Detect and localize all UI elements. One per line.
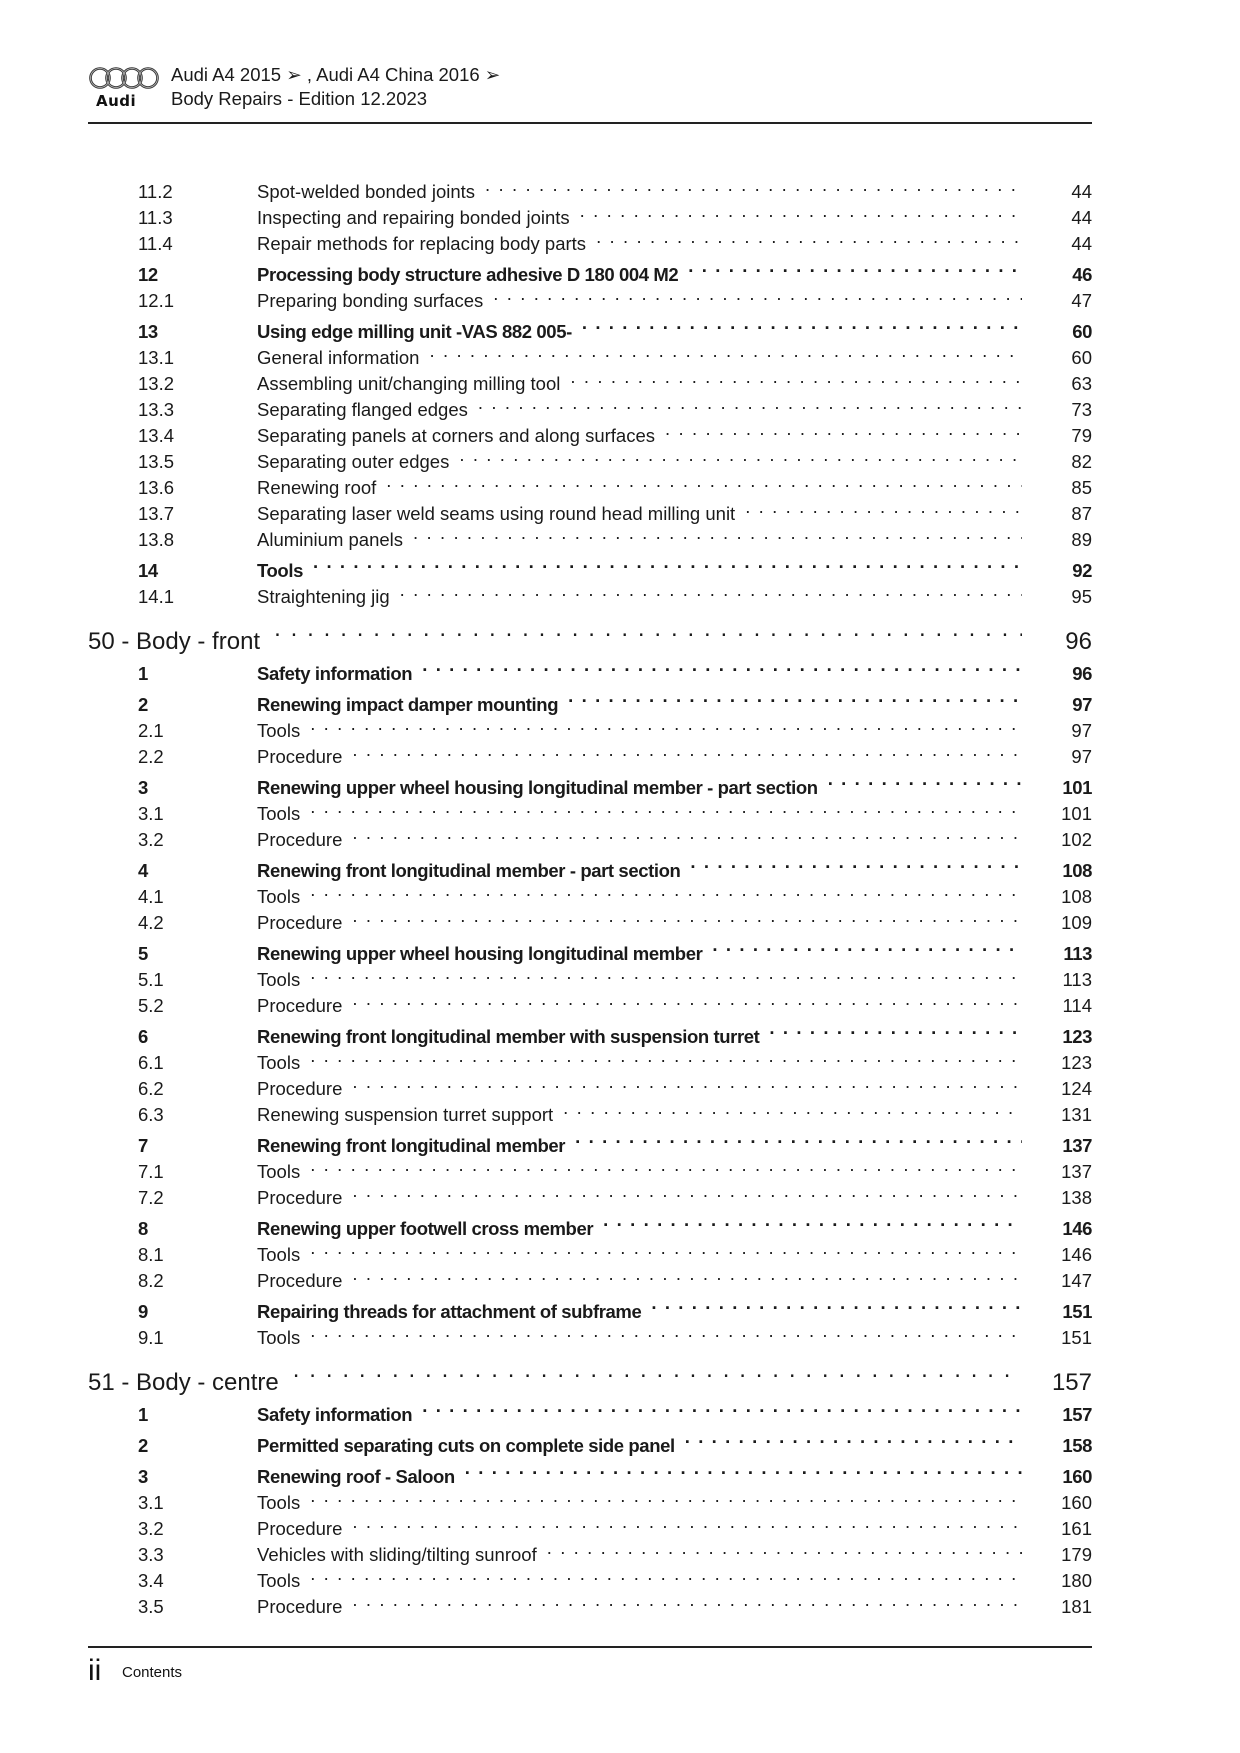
toc-entry-title: Repairing threads for attachment of subframe <box>257 1301 642 1322</box>
toc-entry-number: 3.2 <box>138 1518 164 1539</box>
toc-entry-title: Tools <box>257 969 301 990</box>
toc-entry-title: Repair methods for replacing body parts <box>257 233 587 254</box>
toc-entry-title: Procedure <box>257 1187 343 1208</box>
toc-entry-number: 13 <box>138 321 158 342</box>
toc-entry-page: 96 <box>1065 628 1092 655</box>
toc-entry-page: 181 <box>1061 1596 1092 1617</box>
toc-entry-number: 3.4 <box>138 1570 164 1591</box>
toc-entry-page: 92 <box>1072 560 1092 581</box>
toc-entry-title: Separating flanged edges <box>257 399 468 420</box>
toc-entry-number: 2.1 <box>138 720 164 741</box>
toc-entry-page: 137 <box>1061 1161 1092 1182</box>
dot-leader <box>769 1012 1022 1043</box>
toc-entry-page: 180 <box>1061 1570 1092 1591</box>
toc-entry-title: Procedure <box>257 1596 343 1617</box>
dot-leader <box>352 1261 1022 1287</box>
toc-section-entry[interactable] <box>88 307 1092 342</box>
toc-entry-title: Tools <box>257 1570 301 1591</box>
toc-entry-title: Procedure <box>257 1518 343 1539</box>
toc-subsection-entry[interactable] <box>88 198 1092 228</box>
dot-leader <box>310 794 1022 820</box>
toc-entry-page: 137 <box>1062 1135 1092 1156</box>
toc-entry-title: Procedure <box>257 1270 343 1291</box>
dot-leader <box>310 1561 1022 1587</box>
toc-entry-page: 97 <box>1072 694 1092 715</box>
toc-entry-page: 158 <box>1062 1435 1092 1456</box>
dot-leader <box>310 1043 1022 1069</box>
toc-entry-page: 87 <box>1071 503 1092 524</box>
toc-entry-page: 151 <box>1062 1301 1092 1322</box>
toc-entry-number: 3 <box>138 777 148 798</box>
dot-leader <box>310 1318 1022 1344</box>
toc-entry-title: General information <box>257 347 420 368</box>
toc-entry-title: Separating laser weld seams using round head milling unit <box>257 503 736 524</box>
toc-entry-title: Aluminium panels <box>257 529 404 550</box>
toc-entry-number: 12 <box>138 264 158 285</box>
toc-entry-number: 13.7 <box>138 503 175 524</box>
toc-section-entry[interactable] <box>88 929 1092 964</box>
toc-entry-title: Safety information <box>257 663 413 684</box>
dot-leader <box>352 1178 1022 1204</box>
toc-entry-number: 9.1 <box>138 1327 164 1348</box>
dot-leader <box>310 877 1022 903</box>
toc-subsection-entry[interactable] <box>88 1509 1092 1539</box>
toc-entry-page: 138 <box>1061 1187 1092 1208</box>
dot-leader <box>563 1095 1022 1121</box>
toc-entry-title: Procedure <box>257 746 343 767</box>
footer-section-label: Contents <box>122 1664 183 1681</box>
toc-entry-title: Renewing impact damper mounting <box>257 694 559 715</box>
toc-entry-page: 108 <box>1061 886 1092 907</box>
toc-entry-number: 3.2 <box>138 829 164 850</box>
toc-subsection-entry[interactable] <box>88 1587 1092 1617</box>
toc-section-entry[interactable] <box>88 1012 1092 1047</box>
toc-subsection-entry[interactable] <box>88 1069 1092 1099</box>
toc-subsection-entry[interactable] <box>88 468 1092 498</box>
toc-entry-title: Straightening jig <box>257 586 390 607</box>
toc-entry-page: 44 <box>1071 233 1092 254</box>
toc-entry-number: 7 <box>138 1135 148 1156</box>
toc-subsection-entry[interactable] <box>88 820 1092 850</box>
toc-entry-page: 123 <box>1061 1052 1092 1073</box>
toc-entry-number: 13.3 <box>138 399 175 420</box>
toc-entry-page: 101 <box>1062 777 1092 798</box>
dot-leader <box>386 468 1022 494</box>
toc-entry-title: Tools <box>257 886 301 907</box>
toc-entry-page: 157 <box>1062 1404 1092 1425</box>
toc-entry-number: 1 <box>138 663 148 684</box>
dot-leader <box>570 364 1022 390</box>
toc-entry-title: Tools <box>257 803 301 824</box>
toc-entry-title: Renewing front longitudinal member - part section <box>257 860 681 881</box>
dot-leader <box>310 1483 1022 1509</box>
toc-entry-number: 11.2 <box>138 181 173 202</box>
audi-logo <box>88 66 160 114</box>
toc-entry-title: Separating panels at corners and along surfaces <box>257 425 656 446</box>
toc-entry-page: 108 <box>1062 860 1092 881</box>
toc-entry-page: 79 <box>1071 425 1092 446</box>
dot-leader <box>413 520 1022 546</box>
dot-leader <box>575 1121 1022 1152</box>
toc-subsection-entry[interactable] <box>88 520 1092 550</box>
footer-divider <box>88 1646 1092 1648</box>
toc-entry-number: 3.5 <box>138 1596 164 1617</box>
toc-section-entry[interactable] <box>88 1390 1092 1425</box>
toc-entry-page: 147 <box>1061 1270 1092 1291</box>
toc-entry-number: 13.4 <box>138 425 175 446</box>
toc-entry-page: 146 <box>1061 1244 1092 1265</box>
dot-leader <box>422 649 1022 680</box>
toc-entry-page: 89 <box>1071 529 1092 550</box>
toc-subsection-entry[interactable] <box>88 1178 1092 1208</box>
toc-subsection-entry[interactable] <box>88 1261 1092 1291</box>
toc-entry-number: 6.3 <box>138 1104 164 1125</box>
toc-entry-title: Tools <box>257 1327 301 1348</box>
dot-leader <box>582 307 1022 338</box>
dot-leader <box>478 390 1022 416</box>
toc-entry-page: 47 <box>1071 290 1092 311</box>
dot-leader <box>400 577 1022 603</box>
toc-entry-title: Procedure <box>257 829 343 850</box>
toc-entry-number: 8.2 <box>138 1270 164 1291</box>
dot-leader <box>712 929 1022 960</box>
toc-entry-title: Procedure <box>257 995 343 1016</box>
audi-rings-icon <box>88 66 160 90</box>
toc-entry-title: Renewing upper footwell cross member <box>257 1218 594 1239</box>
toc-entry-title: 51 - Body - centre <box>88 1369 279 1396</box>
toc-subsection-entry[interactable] <box>88 960 1092 990</box>
dot-leader <box>547 1535 1022 1561</box>
dot-leader <box>665 416 1022 442</box>
toc-entry-number: 14 <box>138 560 158 581</box>
toc-subsection-entry[interactable] <box>88 364 1092 394</box>
toc-subsection-entry[interactable] <box>88 1043 1092 1073</box>
toc-entry-page: 95 <box>1071 586 1092 607</box>
toc-entry-number: 13.5 <box>138 451 175 472</box>
page-header <box>88 60 1092 124</box>
table-of-contents <box>88 172 1092 1617</box>
toc-entry-title: Tools <box>257 560 303 581</box>
toc-subsection-entry[interactable] <box>88 1152 1092 1182</box>
toc-entry-number: 4 <box>138 860 148 881</box>
toc-subsection-entry[interactable] <box>88 1483 1092 1513</box>
toc-entry-page: 157 <box>1051 1369 1092 1396</box>
toc-entry-number: 13.1 <box>138 347 175 368</box>
toc-subsection-entry[interactable] <box>88 1535 1092 1565</box>
toc-entry-number: 11.4 <box>138 233 173 254</box>
toc-entry-number: 8 <box>138 1218 148 1239</box>
dot-leader <box>485 172 1022 198</box>
toc-entry-number: 13.6 <box>138 477 175 498</box>
toc-subsection-entry[interactable] <box>88 1095 1092 1125</box>
toc-entry-number: 5.2 <box>138 995 164 1016</box>
dot-leader <box>603 1204 1022 1235</box>
toc-entry-number: 11.3 <box>138 207 173 228</box>
toc-entry-page: 44 <box>1071 207 1092 228</box>
toc-entry-page: 82 <box>1071 451 1092 472</box>
footer-page-number: ii <box>88 1654 102 1687</box>
toc-entry-title: Renewing front longitudinal member <box>257 1135 566 1156</box>
toc-entry-page: 160 <box>1061 1492 1092 1513</box>
toc-entry-title: Spot-welded bonded joints <box>257 181 476 202</box>
toc-entry-title: Tools <box>257 1244 301 1265</box>
toc-entry-page: 160 <box>1062 1466 1092 1487</box>
toc-entry-number: 9 <box>138 1301 148 1322</box>
toc-entry-page: 97 <box>1071 720 1092 741</box>
toc-section-entry[interactable] <box>88 546 1092 581</box>
toc-subsection-entry[interactable] <box>88 903 1092 933</box>
toc-subsection-entry[interactable] <box>88 986 1092 1016</box>
header-manual-title: Body Repairs - Edition 12.2023 <box>171 88 428 109</box>
dot-leader <box>465 1452 1022 1483</box>
toc-entry-page: 131 <box>1061 1104 1092 1125</box>
toc-entry-title: Vehicles with sliding/tilting sunroof <box>257 1544 537 1565</box>
toc-section-entry[interactable] <box>88 680 1092 715</box>
toc-entry-page: 114 <box>1062 995 1092 1016</box>
toc-entry-title: Renewing front longitudinal member with suspension turret <box>257 1026 760 1047</box>
dot-leader <box>352 1509 1022 1535</box>
toc-section-entry[interactable] <box>88 1204 1092 1239</box>
toc-subsection-entry[interactable] <box>88 442 1092 472</box>
dot-leader <box>313 546 1022 577</box>
toc-section-entry[interactable] <box>88 846 1092 881</box>
dot-leader <box>352 986 1022 1012</box>
toc-entry-page: 85 <box>1071 477 1092 498</box>
toc-entry-number: 2 <box>138 1435 148 1456</box>
dot-leader <box>685 1421 1022 1452</box>
dot-leader <box>310 960 1022 986</box>
dot-leader <box>459 442 1022 468</box>
toc-entry-number: 2 <box>138 694 148 715</box>
toc-entry-number: 14.1 <box>138 586 175 607</box>
toc-section-entry[interactable] <box>88 250 1092 285</box>
toc-entry-number: 2.2 <box>138 746 164 767</box>
toc-entry-page: 96 <box>1072 663 1092 684</box>
dot-leader <box>310 1235 1022 1261</box>
toc-entry-number: 8.1 <box>138 1244 164 1265</box>
toc-entry-number: 3.3 <box>138 1544 164 1565</box>
dot-leader <box>429 338 1022 364</box>
toc-entry-title: Renewing upper wheel housing longitudinal member <box>257 943 703 964</box>
toc-subsection-entry[interactable] <box>88 494 1092 524</box>
toc-chapter-entry[interactable] <box>88 609 1092 655</box>
toc-subsection-entry[interactable] <box>88 390 1092 420</box>
toc-entry-page: 97 <box>1071 746 1092 767</box>
toc-entry-title: Procedure <box>257 1078 343 1099</box>
toc-entry-title: Renewing roof <box>257 477 377 498</box>
toc-entry-number: 5 <box>138 943 148 964</box>
dot-leader <box>352 903 1022 929</box>
dot-leader <box>568 680 1022 711</box>
toc-entry-title: Permitted separating cuts on complete side panel <box>257 1435 675 1456</box>
dot-leader <box>596 224 1022 250</box>
toc-subsection-entry[interactable] <box>88 877 1092 907</box>
toc-entry-title: Processing body structure adhesive D 180 004 M2 <box>257 264 679 285</box>
toc-entry-page: 151 <box>1061 1327 1092 1348</box>
header-divider <box>88 122 1092 124</box>
toc-entry-page: 146 <box>1062 1218 1092 1239</box>
toc-entry-page: 46 <box>1072 264 1092 285</box>
toc-subsection-entry[interactable] <box>88 711 1092 741</box>
dot-leader <box>688 250 1022 281</box>
toc-entry-page: 63 <box>1071 373 1092 394</box>
toc-entry-number: 3 <box>138 1466 148 1487</box>
toc-chapter-entry[interactable] <box>88 1350 1092 1396</box>
toc-subsection-entry[interactable] <box>88 416 1092 446</box>
dot-leader <box>352 820 1022 846</box>
toc-entry-title: Tools <box>257 1161 301 1182</box>
dot-leader <box>690 846 1022 877</box>
toc-entry-title: Renewing suspension turret support <box>257 1104 554 1125</box>
toc-entry-title: Safety information <box>257 1404 413 1425</box>
dot-leader <box>828 763 1022 794</box>
toc-entry-number: 3.1 <box>138 803 164 824</box>
dot-leader <box>274 609 1022 649</box>
toc-subsection-entry[interactable] <box>88 172 1092 202</box>
toc-entry-title: Assembling unit/changing milling tool <box>257 373 561 394</box>
toc-section-entry[interactable] <box>88 649 1092 684</box>
dot-leader <box>745 494 1022 520</box>
toc-entry-page: 60 <box>1071 347 1092 368</box>
toc-entry-title: Inspecting and repairing bonded joints <box>257 207 570 228</box>
toc-entry-number: 7.1 <box>138 1161 164 1182</box>
toc-entry-title: Tools <box>257 720 301 741</box>
toc-entry-number: 6 <box>138 1026 148 1047</box>
toc-entry-title: Tools <box>257 1492 301 1513</box>
toc-entry-title: Renewing roof - Saloon <box>257 1466 455 1487</box>
dot-leader <box>352 737 1022 763</box>
toc-section-entry[interactable] <box>88 1452 1092 1487</box>
toc-subsection-entry[interactable] <box>88 794 1092 824</box>
toc-subsection-entry[interactable] <box>88 281 1092 311</box>
toc-entry-title: Renewing upper wheel housing longitudinal member - part section <box>257 777 818 798</box>
toc-entry-number: 6.1 <box>138 1052 164 1073</box>
toc-entry-page: 60 <box>1072 321 1092 342</box>
dot-leader <box>493 281 1022 307</box>
toc-section-entry[interactable] <box>88 763 1092 798</box>
toc-entry-number: 3.1 <box>138 1492 164 1513</box>
toc-entry-number: 6.2 <box>138 1078 164 1099</box>
toc-entry-title: 50 - Body - front <box>88 628 261 655</box>
toc-section-entry[interactable] <box>88 1421 1092 1456</box>
toc-entry-page: 123 <box>1062 1026 1092 1047</box>
toc-subsection-entry[interactable] <box>88 737 1092 767</box>
toc-entry-title: Separating outer edges <box>257 451 450 472</box>
toc-section-entry[interactable] <box>88 1287 1092 1322</box>
dot-leader <box>293 1350 1022 1390</box>
toc-entry-title: Tools <box>257 1052 301 1073</box>
toc-entry-number: 12.1 <box>138 290 175 311</box>
toc-entry-page: 44 <box>1071 181 1092 202</box>
dot-leader <box>422 1390 1022 1421</box>
dot-leader <box>310 1152 1022 1178</box>
audi-wordmark: Audi <box>96 92 137 110</box>
toc-subsection-entry[interactable] <box>88 338 1092 368</box>
dot-leader <box>352 1069 1022 1095</box>
toc-subsection-entry[interactable] <box>88 224 1092 254</box>
toc-entry-number: 4.2 <box>138 912 164 933</box>
toc-entry-number: 1 <box>138 1404 148 1425</box>
dot-leader <box>310 711 1022 737</box>
toc-entry-number: 13.8 <box>138 529 175 550</box>
toc-entry-page: 113 <box>1063 943 1092 964</box>
toc-entry-page: 124 <box>1061 1078 1092 1099</box>
toc-section-entry[interactable] <box>88 1121 1092 1156</box>
toc-entry-page: 102 <box>1061 829 1092 850</box>
dot-leader <box>352 1587 1022 1613</box>
toc-entry-page: 101 <box>1061 803 1092 824</box>
toc-entry-page: 73 <box>1071 399 1092 420</box>
toc-entry-number: 4.1 <box>138 886 164 907</box>
dot-leader <box>580 198 1022 224</box>
dot-leader <box>651 1287 1022 1318</box>
toc-entry-page: 161 <box>1061 1518 1092 1539</box>
toc-entry-page: 109 <box>1061 912 1092 933</box>
toc-subsection-entry[interactable] <box>88 1561 1092 1591</box>
toc-subsection-entry[interactable] <box>88 1318 1092 1348</box>
toc-entry-number: 5.1 <box>138 969 164 990</box>
toc-entry-page: 113 <box>1062 969 1092 990</box>
toc-subsection-entry[interactable] <box>88 1235 1092 1265</box>
header-vehicle-models: Audi A4 2015 ➢ , Audi A4 China 2016 ➢ <box>171 64 501 85</box>
toc-entry-title: Procedure <box>257 912 343 933</box>
toc-entry-title: Using edge milling unit -VAS 882 005- <box>257 321 572 342</box>
toc-subsection-entry[interactable] <box>88 577 1092 607</box>
toc-entry-title: Preparing bonding surfaces <box>257 290 484 311</box>
toc-entry-number: 13.2 <box>138 373 175 394</box>
toc-entry-page: 179 <box>1061 1544 1092 1565</box>
toc-entry-number: 7.2 <box>138 1187 164 1208</box>
